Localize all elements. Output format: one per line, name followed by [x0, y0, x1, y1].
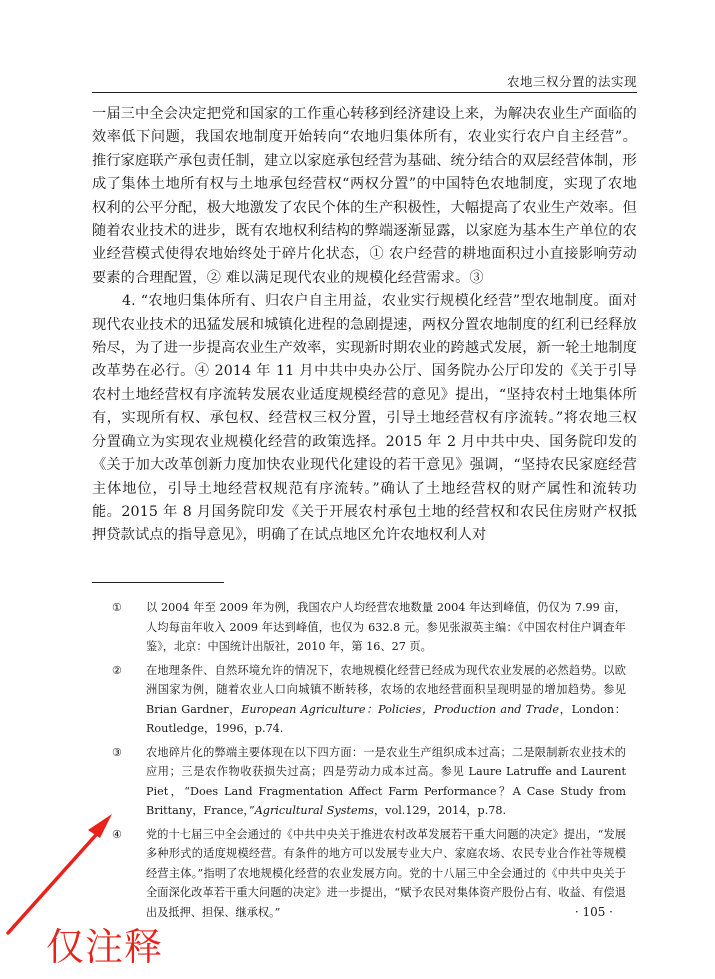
footnote-mark: ④	[112, 827, 123, 841]
body-paragraph-1: 一届三中全会决定把党和国家的工作重心转移到经济建设上来，为解决农业生产面临的效率低下问题，我国农地制度开始转向“农地归集体所有，农业实行农户自主经营”。推行家庭联产承包责任制，建立以家庭承包经营为基础、统分结合的双层经营体制，形成了集体土地所有权与土地承包经营权“两权分置”的中国特色农地制度，实现了农地权利的公平分配，极大地激发了农民个体的生产积极性，大幅提高了农业生产效率。但随着农业技术的进步，既有农地权利结构的弊端逐渐显露，以家庭为基本生产单位的农业经营模式使得农地始终处于碎片化状态，① 农户经营的耕地面积过小直接影响劳动要素的合理配置，② 难以满足现代农业的规模化经营需求。③	[92, 106, 637, 286]
footnote-text: 以 2004 年至 2009 年为例，我国农户人均经营农地数量 2004 年达到峰值，仍仅为 7.99 亩，人均每亩年收入 2009 年达到峰值，也仅为 632.8 元。参见张淑英主编：《中国农村住户调查年鉴》，北京：中国统计出版社，2010 年，第 16、27 页。	[146, 601, 626, 653]
running-head: 农地三权分置的法实现	[506, 74, 637, 89]
footnote-text: 在地理条件、自然环境允许的情况下，农地规模化经营已经成为现代农业发展的必然趋势。以欧洲国家为例，随着农业人口向城镇不断转移，农场的农地经营面积呈现明显的增加趋势。参见 Brian Gardner，	[146, 663, 626, 716]
footnote-mark: ②	[112, 663, 123, 677]
body-paragraph-2: 4. “农地归集体所有、归农户自主用益，农业实行规模化经营”型农地制度。面对现代农业技术的迅猛发展和城镇化进程的急剧提速，两权分置农地制度的红利已经释放殆尽，为了进一步提高农业生产效率，实现新时期农业的跨越式发展，新一轮土地制度改革势在必行。④ 2014 年 11 月中共中央办公厅、国务院办公厅印发的《关于引导农村土地经营权有序流转发展农业适度规模经营的意见》提出，“坚持农村土地集体所有，实现所有权、承包权、经营权三权分置，引导土地经营权有序流转。”将农地三权分置确立为实现农业规模化经营的政策选择。2015 年 2 月中共中央、国务院印发的《关于加大改革创新力度加快农业现代化建设的若干意见》强调，“坚持农民家庭经营主体地位，引导土地经营权规范有序流转。”确认了土地经营权的财产属性和流转功能。2015 年 8 月国务院印发《关于开展农村承包土地的经营权和农民住房财产权抵押贷款试点的指导意见》，明确了在试点地区允许农地权利人对	[92, 293, 637, 544]
footnote-text-tail: ，vol.129，2014，p.78.	[373, 804, 507, 817]
footnote-mark: ①	[112, 601, 123, 614]
annotation-arrow-head	[88, 814, 112, 838]
annotation-label: 仅注释	[46, 925, 164, 969]
footnote-text-tail: ，London：Routledge，1996，p.74.	[146, 702, 626, 735]
footnote-mark: ③	[112, 745, 123, 759]
page-number: · 105 ·	[574, 905, 613, 919]
footnote-text: 党的十七届三中全会通过的《中共中央关于推进农村改革发展若干重大问题的决定》提出，“发展多种形式的适度规模经营。有条件的地方可以发展专业大户、家庭农场、农民专业合作社等规模经营主体。”指明了农地规模化经营的农业发展方向。党的十八届三中全会通过的《中共中央关于全面深化改革若干重大问题的决定》进一步提出，“赋予农民对集体资产股份占有、收益、有偿退出及抵押、担保、继承权。”	[146, 827, 626, 919]
footnote-text: 农地碎片化的弊端主要体现在以下四方面：一是农业生产组织成本过高；二是限制新农业技术的应用；三是农作物收获损失过高；四是劳动力成本过高。参见 Laure Latruffe and Laurent Piet，“Does Land Fragmentation Affect Farm Performance？A Case Study from Brittany，France，”	[146, 745, 626, 817]
footnote-italic-title: European Agriculture：Policies，Production and Trade	[241, 702, 559, 716]
footnote-italic-title: Agricultural Systems	[254, 804, 374, 817]
